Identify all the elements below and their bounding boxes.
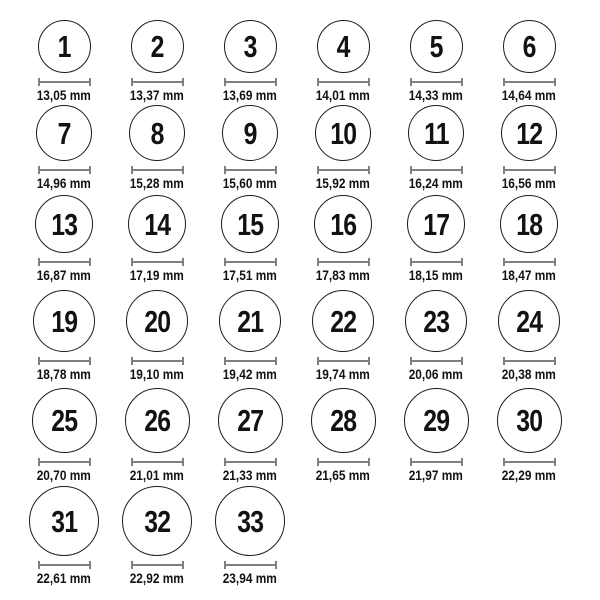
ring-size-number: 13 (50, 206, 77, 242)
ring-size-number: 33 (236, 503, 263, 539)
ring-size-item (114, 20, 200, 104)
diameter-measure-line (317, 458, 370, 466)
diameter-measure-line (317, 258, 370, 266)
ring-circle (410, 20, 463, 73)
diameter-measure-line (224, 166, 277, 174)
ring-size-item (393, 105, 479, 192)
ring-size-number: 7 (57, 115, 71, 151)
ring-size-item (393, 290, 479, 383)
ring-size-item (21, 20, 107, 104)
diameter-label: 22,29 mm (501, 467, 557, 483)
ring-circle (131, 20, 184, 73)
diameter-measure-line (503, 357, 556, 365)
diameter-measure-line (410, 166, 463, 174)
ring-size-item (114, 388, 200, 484)
ring-size-item (300, 195, 386, 284)
diameter-label: 19,42 mm (222, 367, 278, 382)
ring-circle (317, 20, 370, 73)
diameter-label: 18,15 mm (408, 268, 464, 283)
ring-circle (405, 290, 467, 352)
ring-size-number: 18 (515, 206, 542, 242)
ring-size-item (486, 195, 572, 284)
ring-size-item (114, 105, 200, 192)
ring-circle (503, 20, 556, 73)
ring-circle (35, 195, 93, 253)
ring-circle (408, 105, 464, 161)
diameter-label: 13,05 mm (36, 87, 92, 103)
diameter-measure-line (131, 166, 184, 174)
ring-size-item (207, 290, 293, 383)
ring-size-item (21, 388, 107, 484)
ring-circle (32, 388, 97, 453)
ring-size-item (300, 105, 386, 192)
ring-size-number: 9 (243, 115, 257, 151)
diameter-measure-line (503, 166, 556, 174)
ring-size-number: 1 (57, 28, 71, 64)
ring-circle (501, 105, 557, 161)
diameter-measure-line (410, 458, 463, 466)
ring-circle (33, 290, 95, 352)
ring-circle (36, 105, 92, 161)
ring-size-number: 11 (423, 115, 449, 151)
ring-size-number: 16 (329, 206, 356, 242)
ring-circle (311, 388, 376, 453)
diameter-label: 19,74 mm (315, 367, 371, 382)
ring-size-number: 21 (236, 303, 263, 339)
ring-size-number: 15 (236, 206, 263, 242)
diameter-measure-line (410, 258, 463, 266)
ring-size-item (114, 290, 200, 383)
ring-size-item (486, 388, 572, 484)
ring-size-number: 17 (422, 206, 449, 242)
ring-size-item (300, 290, 386, 383)
ring-size-item (114, 195, 200, 284)
diameter-label: 13,37 mm (129, 87, 185, 103)
ring-circle (126, 290, 188, 352)
ring-size-number: 31 (50, 503, 77, 539)
ring-size-item (486, 290, 572, 383)
ring-circle (221, 195, 279, 253)
ring-circle (498, 290, 560, 352)
ring-size-number: 14 (143, 206, 170, 242)
diameter-measure-line (503, 78, 556, 86)
diameter-measure-line (38, 78, 91, 86)
ring-circle (224, 20, 277, 73)
diameter-label: 14,33 mm (408, 87, 464, 103)
diameter-measure-line (131, 258, 184, 266)
ring-size-item (393, 20, 479, 104)
ring-size-number: 19 (50, 303, 77, 339)
ring-size-item (207, 486, 293, 587)
diameter-label: 16,24 mm (408, 176, 464, 191)
diameter-measure-line (410, 78, 463, 86)
ring-size-item (207, 388, 293, 484)
ring-circle (122, 486, 192, 556)
diameter-measure-line (38, 258, 91, 266)
ring-size-item (300, 20, 386, 104)
ring-size-item (393, 195, 479, 284)
ring-size-number: 26 (143, 402, 170, 438)
ring-circle (38, 20, 91, 73)
ring-circle (314, 195, 372, 253)
ring-size-item (300, 388, 386, 484)
ring-circle (312, 290, 374, 352)
ring-size-number: 5 (429, 28, 443, 64)
diameter-label: 20,06 mm (408, 367, 464, 382)
diameter-label: 14,64 mm (501, 87, 557, 103)
ring-size-number: 8 (150, 115, 164, 151)
ring-circle (500, 195, 558, 253)
diameter-label: 16,87 mm (36, 268, 92, 283)
diameter-measure-line (38, 458, 91, 466)
ring-size-number: 10 (329, 115, 356, 151)
ring-size-number: 12 (515, 115, 542, 151)
ring-size-item (207, 105, 293, 192)
ring-circle (125, 388, 190, 453)
diameter-label: 19,10 mm (129, 367, 185, 382)
diameter-measure-line (317, 357, 370, 365)
ring-size-number: 25 (50, 402, 77, 438)
ring-circle (222, 105, 278, 161)
ring-circle (404, 388, 469, 453)
ring-size-number: 20 (143, 303, 170, 339)
ring-size-number: 22 (329, 303, 356, 339)
diameter-label: 17,83 mm (315, 268, 371, 283)
ring-circle (128, 195, 186, 253)
diameter-measure-line (224, 78, 277, 86)
diameter-label: 16,56 mm (501, 176, 557, 191)
diameter-label: 17,19 mm (129, 268, 185, 283)
diameter-measure-line (38, 561, 91, 569)
ring-circle (129, 105, 185, 161)
diameter-measure-line (224, 357, 277, 365)
ring-size-number: 4 (336, 28, 350, 64)
diameter-measure-line (38, 166, 91, 174)
ring-size-item (207, 20, 293, 104)
diameter-label: 14,01 mm (315, 87, 371, 103)
diameter-measure-line (410, 357, 463, 365)
ring-size-number: 29 (422, 402, 449, 438)
diameter-label: 22,92 mm (129, 571, 185, 586)
diameter-label: 21,33 mm (222, 467, 278, 483)
diameter-label: 15,92 mm (315, 176, 371, 191)
diameter-label: 21,01 mm (129, 467, 185, 483)
diameter-label: 18,47 mm (501, 268, 557, 283)
diameter-label: 20,70 mm (36, 467, 92, 483)
diameter-label: 21,97 mm (408, 467, 464, 483)
ring-circle (497, 388, 562, 453)
ring-size-item (21, 486, 107, 587)
ring-circle (315, 105, 371, 161)
ring-circle (218, 388, 283, 453)
ring-size-number: 32 (143, 503, 170, 539)
ring-size-item (21, 195, 107, 284)
ring-circle (29, 486, 99, 556)
diameter-measure-line (38, 357, 91, 365)
ring-size-number: 23 (422, 303, 449, 339)
ring-circle (219, 290, 281, 352)
ring-circle (407, 195, 465, 253)
diameter-label: 15,28 mm (129, 176, 185, 191)
ring-size-number: 6 (522, 28, 536, 64)
diameter-label: 15,60 mm (222, 176, 278, 191)
diameter-label: 23,94 mm (222, 571, 278, 586)
ring-size-number: 24 (515, 303, 542, 339)
diameter-measure-line (317, 78, 370, 86)
diameter-label: 18,78 mm (36, 367, 92, 382)
ring-size-item (114, 486, 200, 587)
diameter-measure-line (503, 458, 556, 466)
diameter-label: 13,69 mm (222, 87, 278, 103)
ring-size-item (486, 105, 572, 192)
ring-size-number: 3 (243, 28, 257, 64)
ring-size-number: 30 (515, 402, 542, 438)
ring-size-number: 28 (329, 402, 356, 438)
diameter-label: 20,38 mm (501, 367, 557, 382)
ring-size-item (486, 20, 572, 104)
diameter-measure-line (131, 561, 184, 569)
diameter-measure-line (224, 258, 277, 266)
ring-circle (215, 486, 285, 556)
diameter-measure-line (224, 561, 277, 569)
ring-size-number: 27 (236, 402, 263, 438)
ring-size-item (207, 195, 293, 284)
ring-size-item (21, 105, 107, 192)
ring-size-item (393, 388, 479, 484)
diameter-measure-line (224, 458, 277, 466)
diameter-measure-line (131, 357, 184, 365)
diameter-label: 14,96 mm (36, 176, 92, 191)
diameter-measure-line (317, 166, 370, 174)
diameter-label: 22,61 mm (36, 571, 92, 586)
diameter-label: 17,51 mm (222, 268, 278, 283)
diameter-measure-line (131, 458, 184, 466)
diameter-measure-line (503, 258, 556, 266)
diameter-measure-line (131, 78, 184, 86)
ring-size-number: 2 (150, 28, 164, 64)
ring-size-item (21, 290, 107, 383)
diameter-label: 21,65 mm (315, 467, 371, 483)
